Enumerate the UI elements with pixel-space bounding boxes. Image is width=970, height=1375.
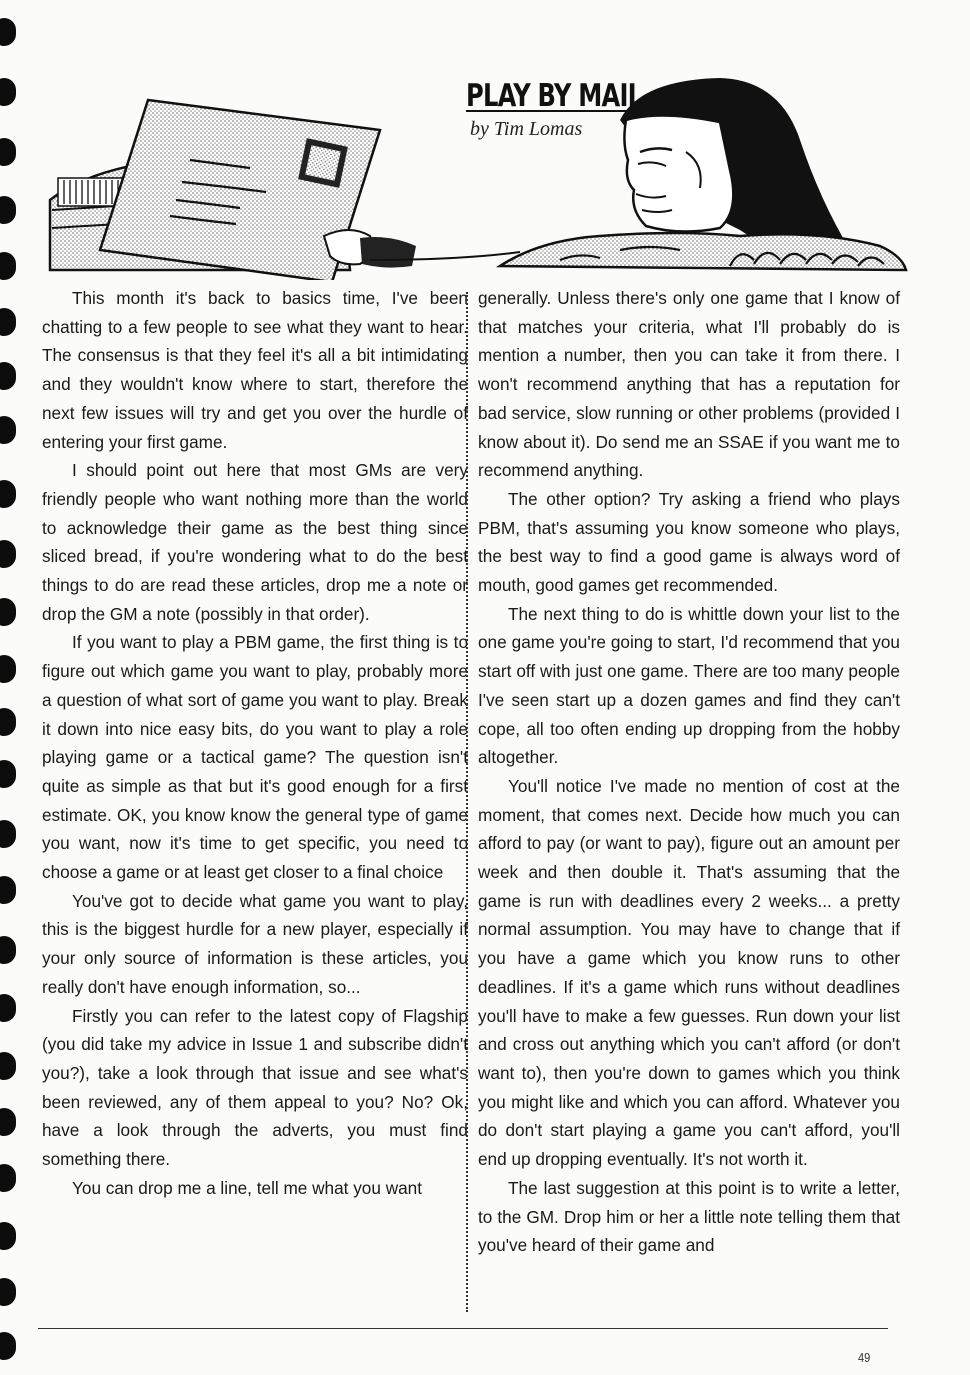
binding-hole [0, 18, 16, 46]
binding-hole [0, 655, 16, 683]
binding-hole [0, 362, 16, 390]
paragraph: You'll notice I've made no mention of cost at the moment, that comes next. Decide how much you can afford to pay (or want to pay), figure out an amount per week and then double it. That's assuming that the game is run with deadlines every 2 weeks... a pretty normal assumption. You may have to change that if you have a game which you know runs to other deadlines. If it's a game which runs without deadlines you'll have to make a few guesses. Run down your list and cross out anything which you can't afford (or don't want to), then you're down to games which you think you might like and which you can afford. Whatever you do don't start playing a game you can't afford, you'll end up dropping eventually. It's not worth it. [478, 775, 900, 1170]
spiral-binding [0, 0, 34, 1375]
binding-hole [0, 820, 16, 848]
paragraph: The last suggestion at this point is to write a letter, to the GM. Drop him or her a little note telling them that you've heard of their game and [478, 1177, 900, 1256]
binding-hole [0, 308, 16, 336]
page-number: 49 [858, 1350, 871, 1365]
binding-hole [0, 480, 16, 508]
binding-hole [0, 936, 16, 964]
binding-hole [0, 196, 16, 224]
paragraph: If you want to play a PBM game, the first thing is to figure out which game you want to play, probably more a question of what sort of game you want to play. Break it down into nice easy bits, do you want to play a role playing game or a tactical game? The question isn't quite as simple as that but it's good enough for a first estimate. OK, you know know the general type of game you want, now it's time to get specific, you need to choose a game or at least get closer to a final choice [42, 632, 468, 883]
article-byline: by Tim Lomas [470, 118, 583, 140]
paragraph-continuation: generally. Unless there's only one game that I know of that matches your criteria, what I'll probably do is mention a number, then you can take it from there. I won't recommend anything that has a reputation for bad service, slow running or other problems (provided I know about it). Do send me an SSAE if you want me to recommend anything. [478, 288, 900, 481]
paragraph: The other option? Try asking a friend who plays PBM, that's assuming you know someone who plays, the best way to find a good game is always word of mouth, good games get recommended. [478, 488, 900, 596]
binding-hole [0, 1052, 16, 1080]
binding-hole [0, 252, 16, 280]
article-title: PLAY BY MAIL [466, 78, 643, 114]
paragraph: This month it's back to basics time, I've been chatting to a few people to see what they want to hear. The consensus is that they feel it's all a bit intimidating and they wouldn't know where to start, therefore the next few issues will try and get you over the hurdle of entering your first game. [42, 288, 468, 452]
left-column [42, 284, 468, 1203]
paragraph: You've got to decide what game you want to play, this is the biggest hurdle for a new player, especially if your only source of information is these articles, you really don't have enough information, so... [42, 890, 468, 997]
footer-rule [38, 1328, 888, 1329]
binding-hole [0, 876, 16, 904]
paragraph: You can drop me a line, tell me what you want [72, 1177, 423, 1198]
binding-hole [0, 416, 16, 444]
binding-hole [0, 1278, 16, 1306]
paragraph: The next thing to do is whittle down your list to the one game you're going to start, I'd recommend that you start off with just one game. There are too many people I've seen start up a dozen games and find they can't cope, all too often ending up dropping from the hobby altogether. [478, 603, 900, 768]
binding-hole [0, 994, 16, 1022]
paragraph: I should point out here that most GMs are very friendly people who want nothing more than the world to acknowledge their game as the best thing since sliced bread, if you're wondering what to do the best things to do are read these articles, drop me a note or drop the GM a note (possibly in that order). [42, 460, 468, 624]
binding-hole [0, 760, 16, 788]
binding-hole [0, 138, 16, 166]
right-column [478, 284, 900, 1260]
binding-hole [0, 1222, 16, 1250]
man-portrait-icon [620, 78, 850, 256]
binding-hole [0, 708, 16, 736]
binding-hole [0, 598, 16, 626]
binding-hole [0, 540, 16, 568]
paragraph: Firstly you can refer to the latest copy of Flagship (you did take my advice in Issue 1 and subscribe didn't you?), take a look through that issue and see what's been reviewed, any of them appeal to you? No? Ok, have a look through the adverts, you must find something there. [42, 1005, 468, 1170]
binding-hole [0, 78, 16, 106]
article-header [40, 60, 910, 280]
binding-hole [0, 1164, 16, 1192]
column-divider [466, 292, 468, 1312]
binding-hole [0, 1332, 16, 1360]
binding-hole [0, 1108, 16, 1136]
